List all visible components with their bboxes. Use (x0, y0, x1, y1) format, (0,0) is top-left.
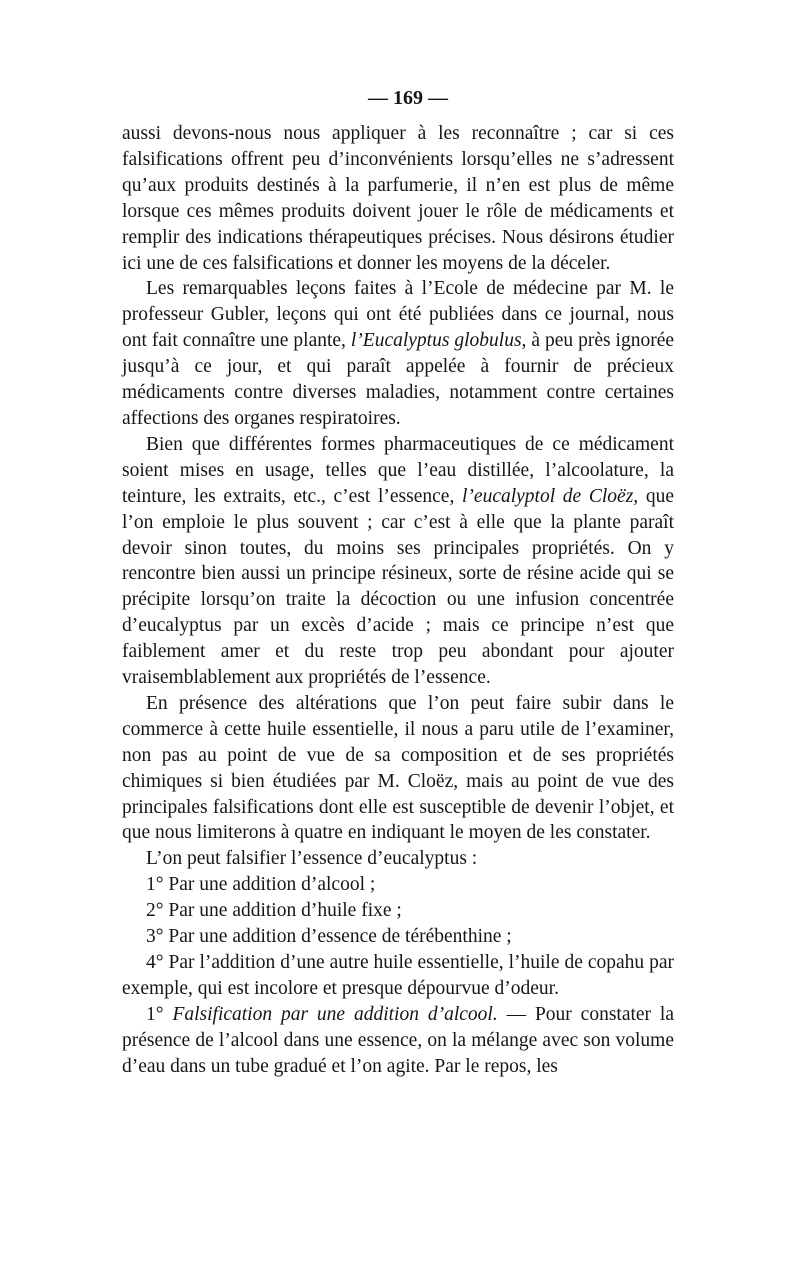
section-1-number: 1° (146, 1003, 164, 1025)
section-1-title: Falsification par une addition d’alcool. (172, 1003, 498, 1025)
document-page (122, 85, 674, 1080)
list-item-3: 3° Par une addition d’essence de térébenthine ; (146, 926, 512, 948)
paragraph-3 (122, 432, 674, 691)
paragraph-3-text-after: que l’on emploie le plus souvent ; car c’est à elle que la plante paraît devoir sinon toutes, du moins ses principales propriétés. On y rencontre bien aussi un principe résineux, sorte de résine acide qui se précipite lorsqu’on traite la décoction ou une infusion concentrée d’eucalyptus par un excès d’acide ; mais ce principe n’est que faiblement amer et du reste trop peu abondant pour ajouter vraisemblablement aux propriétés de l’essence. (122, 485, 674, 689)
paragraph-2-text-after: à peu près ignorée jusqu’à ce jour, et qui paraît appelée à fournir de précieux médicaments contre diverses maladies, notamment contre certaines affections des organes respiratoires. (122, 330, 675, 429)
paragraph-1: aussi devons-nous nous appliquer à les reconnaître ; car si ces falsifications offrent peu d’inconvénients lorsqu’elles ne s’adressent qu’aux produits destinés à la parfumerie, il n’en est plus de même lorsque ces mêmes produits doivent jouer le rôle de médicaments et remplir des indications thérapeutiques précises. Nous désirons étudier ici une de ces falsifications et donner les moyens de la déceler. (122, 123, 674, 274)
paragraph-5: L’on peut falsifier l’essence d’eucalyptus : (146, 848, 478, 870)
paragraph-2 (122, 276, 674, 431)
page-number: — 169 — (368, 87, 448, 109)
paragraph-4: En présence des altérations que l’on peut faire subir dans le commerce à cette huile essentielle, il nous a paru utile de l’examiner, non pas au point de vue de sa composition et de ses propriétés chimiques si bien étudiées par M. Cloëz, mais au point de vue des principales falsifications dont elle est susceptible de devenir l’objet, et que nous limiterons à quatre en indiquant le moyen de les constater. (122, 692, 674, 844)
list-item-4: 4° Par l’addition d’une autre huile essentielle, l’huile de copahu par exemple, qui est incolore et presque dépourvue d’odeur. (122, 952, 674, 999)
paragraph-2-italic-species: l’Eucalyptus globulus, (350, 330, 527, 352)
list-item-1: 1° Par une addition d’alcool ; (146, 874, 376, 896)
paragraph-2-text-before: Les remarquables leçons faites à l’Ecole de médecine par M. le professeur Gubler, leçons qui ont été publiées dans ce journal, nous ont fait connaître une plante, (122, 278, 674, 352)
paragraph-3-text-before: Bien que différentes formes pharmaceutiques de ce médicament soient mises en usage, telles que l’eau distillée, l’alcoolature, la teinture, les extraits, etc., c’est l’essence, (122, 433, 674, 507)
section-1-paragraph (122, 1002, 674, 1080)
paragraph-3-italic-eucalyptol: l’eucalyptol de Cloëz, (462, 485, 639, 507)
list-item-2: 2° Par une addition d’huile fixe ; (146, 900, 402, 922)
section-1-text: — Pour constater la présence de l’alcool dans une essence, on la mélange avec son volume d’eau dans un tube gradué et l’on agite. Par le repos, les (122, 1003, 674, 1077)
